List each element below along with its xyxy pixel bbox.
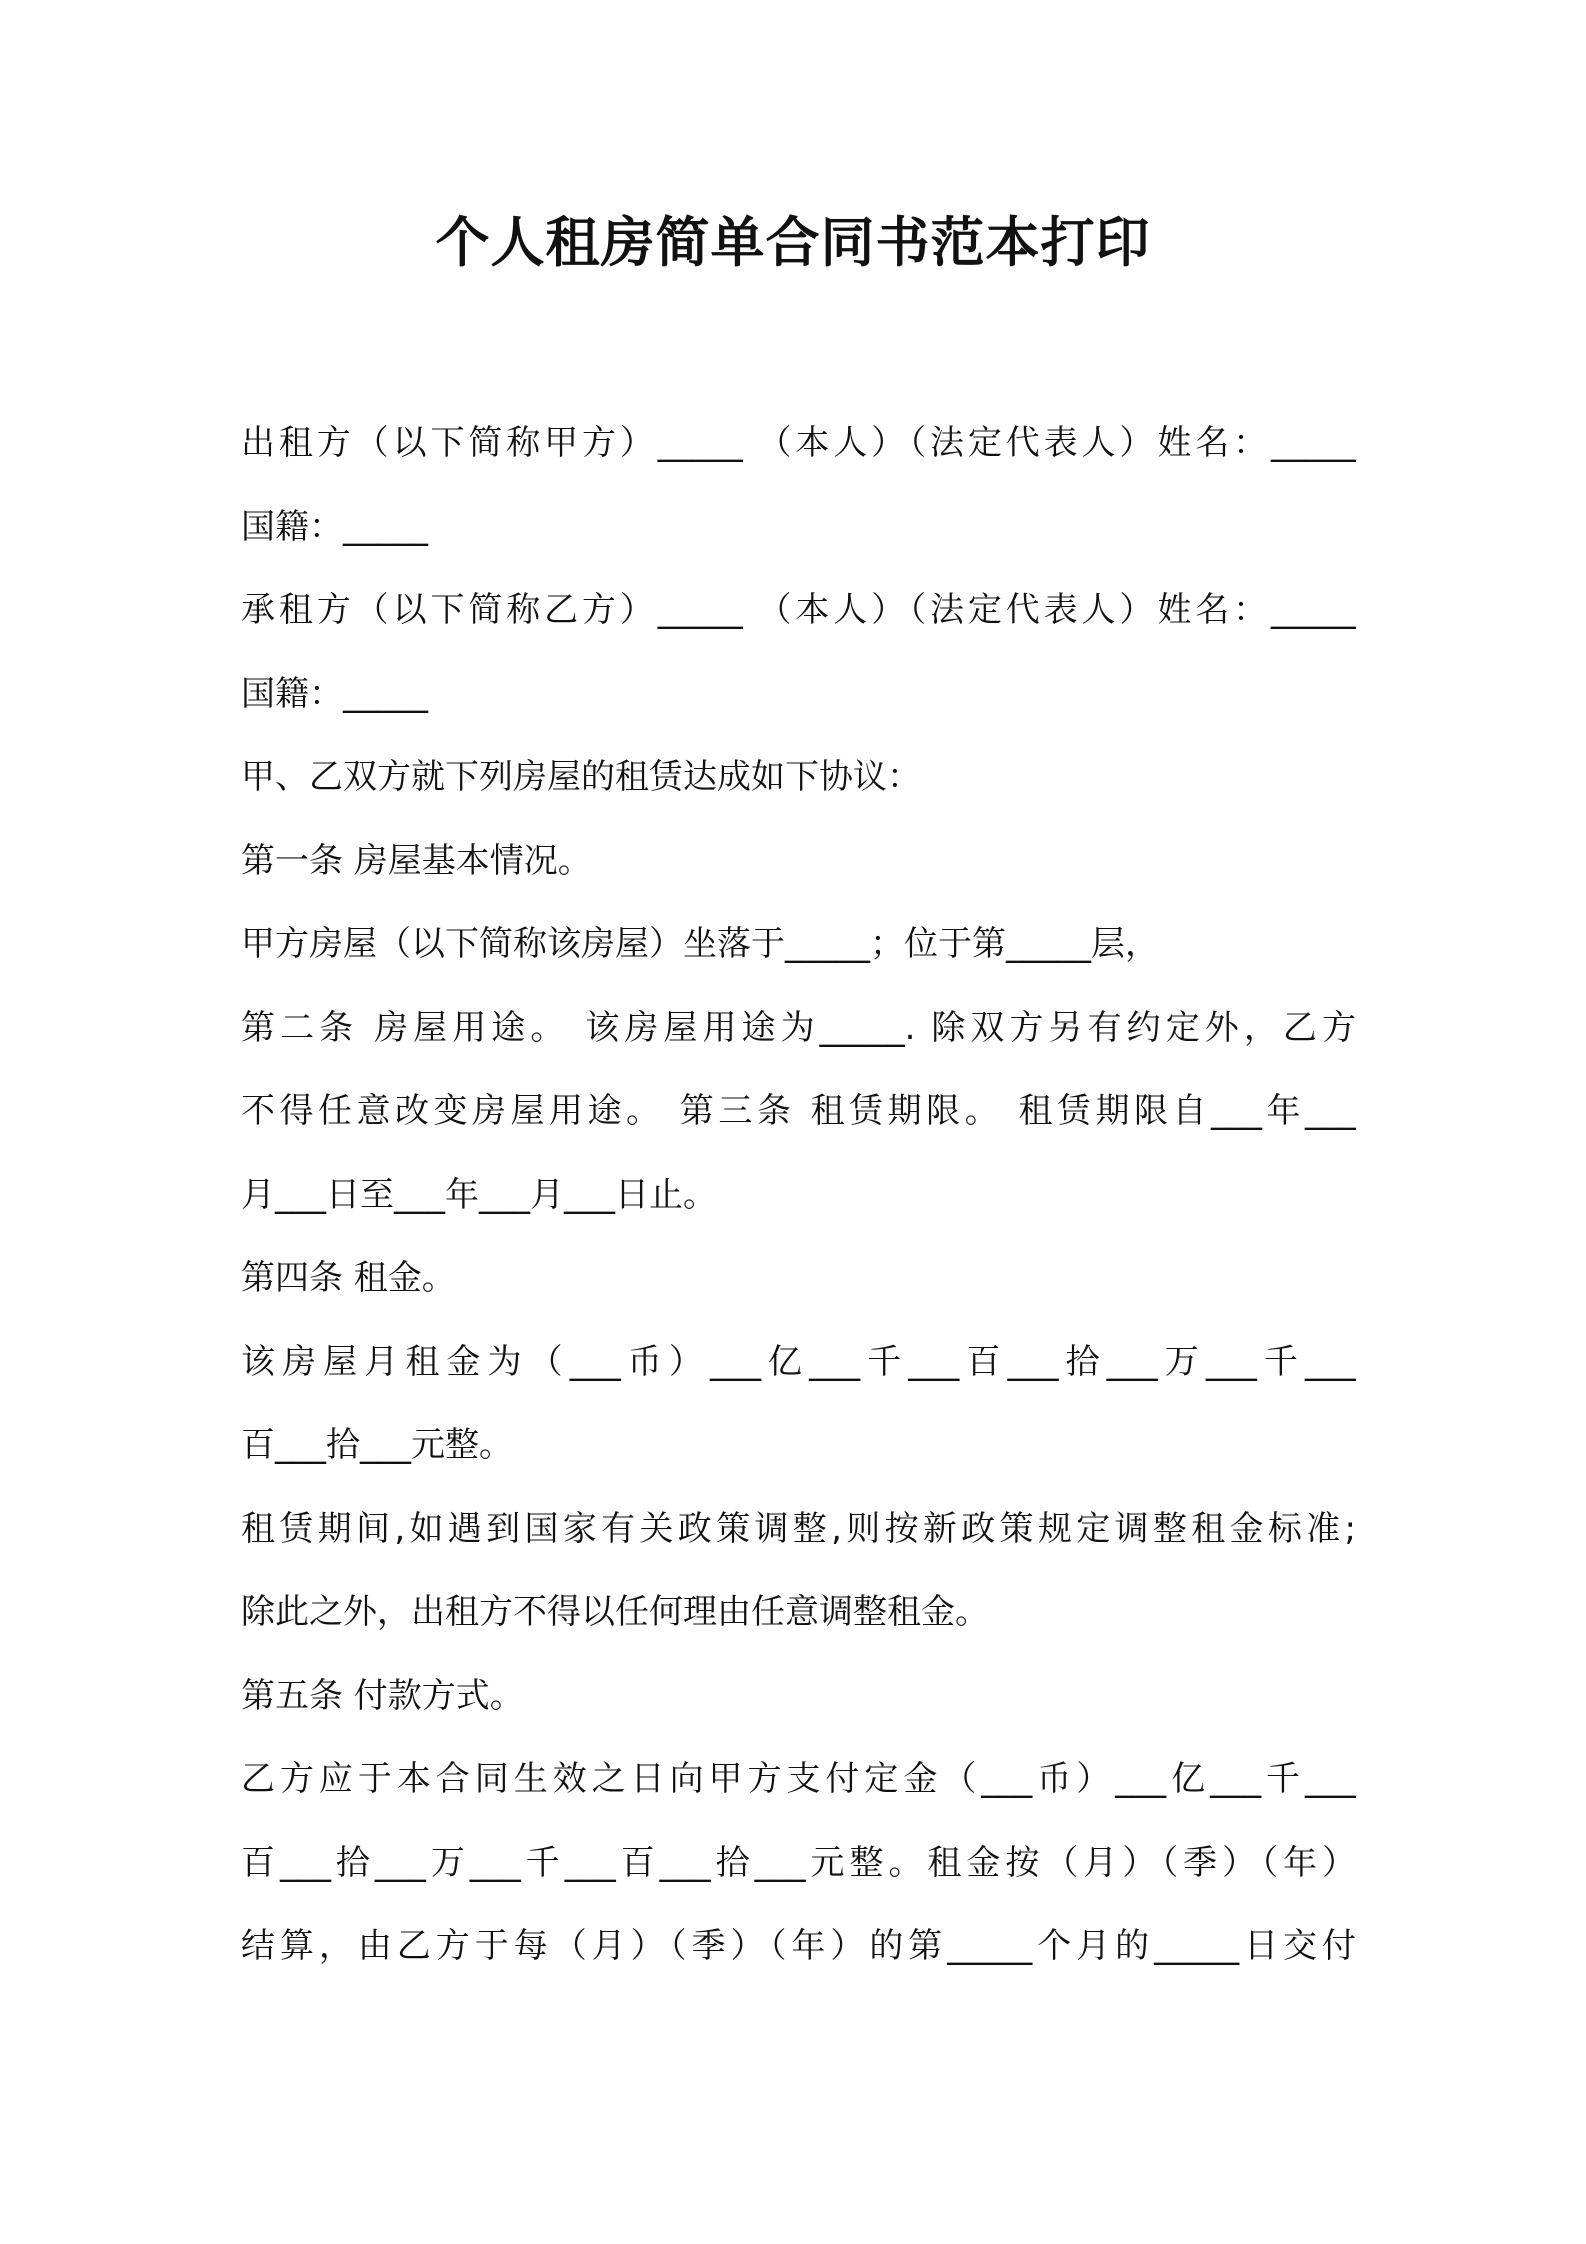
text-line-deposit: 乙方应于本合同生效之日向甲方支付定金（___币）___亿___千___: [241, 1759, 1356, 1799]
text-line-deposit-cont: 百___拾___万___千___百___拾___元整。租金按（月）（季）（年）: [241, 1842, 1356, 1883]
text-line-rent-adjustment: 租赁期间,如遇到国家有关政策调整,则按新政策规定调整租金标准;: [241, 1508, 1356, 1549]
article-4-heading: 第四条 租金。: [241, 1258, 456, 1298]
text-line-monthly-rent-cont: 百___拾___元整。: [241, 1425, 513, 1465]
text-line-lease-term-end: 月___日至___年___月___日止。: [241, 1174, 717, 1215]
document-title: 个人租房简单合同书范本打印: [435, 211, 1151, 274]
article-5-heading: 第五条 付款方式。: [241, 1675, 524, 1716]
text-line-agreement-intro: 甲、乙双方就下列房屋的租赁达成如下协议：: [241, 757, 921, 797]
text-line-house-location: 甲方房屋（以下简称该房屋）坐落于_____；位于第_____层，: [241, 924, 1159, 964]
article-3-text: 不得任意改变房屋用途。 第三条 租赁期限。 租赁期限自___年___: [241, 1091, 1356, 1131]
article-2-text: 第二条 房屋用途。 该房屋用途为_____. 除双方另有约定外，乙方: [241, 1007, 1356, 1048]
text-line-lessee-nationality: 国籍：_____: [241, 673, 428, 714]
article-1-heading: 第一条 房屋基本情况。: [241, 840, 592, 881]
text-line-payment-schedule: 结算，由乙方于每（月）（季）（年）的第_____个月的_____日交付: [241, 1926, 1356, 1966]
text-line-rent-adjustment-cont: 除此之外，出租方不得以任何理由任意调整租金。: [241, 1592, 989, 1632]
document-body: [241, 402, 1356, 1989]
text-line-monthly-rent: 该房屋月租金为（___币）___亿___千___百___拾___万___千___: [241, 1341, 1356, 1382]
text-line-lessor-nationality: 国籍：_____: [241, 506, 428, 547]
text-line-lessor: 出租方（以下简称甲方）_____ （本人）（法定代表人）姓名：_____: [241, 423, 1356, 463]
text-line-lessee: 承租方（以下简称乙方）_____ （本人）（法定代表人）姓名：_____: [241, 590, 1356, 630]
